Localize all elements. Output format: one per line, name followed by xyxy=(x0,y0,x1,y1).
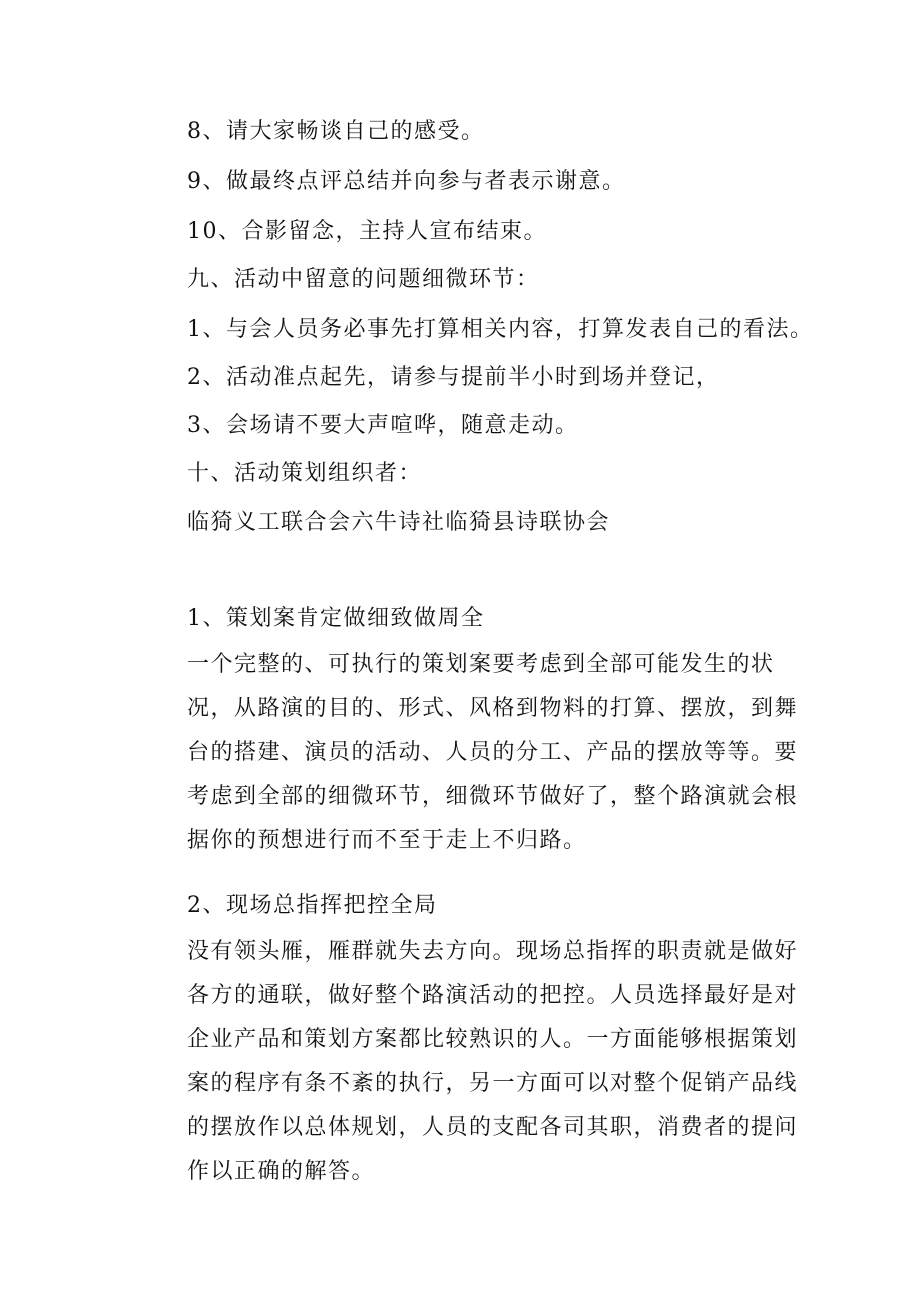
paragraph-text: 一个完整的、可执行的策划案要考虑到全部可能发生的状况，从路演的目的、形式、风格到物料的打算、摆放，到舞台的搭建、演员的活动、人员的分工、产品的摆放等等。要考虑到全部的细微环节，细微环节做好了，整个路演就会根据你的预想进行而不至于走上不归路。 xyxy=(187,652,799,853)
paragraph-text: 没有领头雁，雁群就失去方向。现场总指挥的职责就是做好各方的通联，做好整个路演活动的把控。人员选择最好是对企业产品和策划方案都比较熟识的人。一方面能够根据策划案的程序有条不紊的执行，另一方面可以对整个促销产品线的摆放作以总体规划，人员的支配各司其职，消费者的提问作以正确的解答。 xyxy=(187,939,799,1184)
paragraph xyxy=(139,930,799,1194)
section-heading: 九、活动中留意的问题细微环节： xyxy=(187,267,540,292)
list-item: 2、活动准点起先，请参与提前半小时到场并登记， xyxy=(187,365,720,390)
list-item: 3、会场请不要大声喧哗，随意走动。 xyxy=(187,413,579,438)
list-item: 1、与会人员务必事先打算相关内容，打算发表自己的看法。 xyxy=(187,317,814,342)
organizer-text: 临猗义工联合会六牛诗社临猗县诗联协会 xyxy=(187,510,611,535)
list-item: 9、做最终点评总结并向参与者表示谢意。 xyxy=(187,169,626,194)
subsection-heading: 1、策划案肯定做细致做周全 xyxy=(187,606,485,631)
list-item: 10、合影留念，主持人宣布结束。 xyxy=(187,219,547,244)
list-item: 8、请大家畅谈自己的感受。 xyxy=(187,119,485,144)
subsection-heading: 2、现场总指挥把控全局 xyxy=(187,893,438,918)
section-heading: 十、活动策划组织者： xyxy=(187,461,423,486)
paragraph xyxy=(139,643,799,863)
